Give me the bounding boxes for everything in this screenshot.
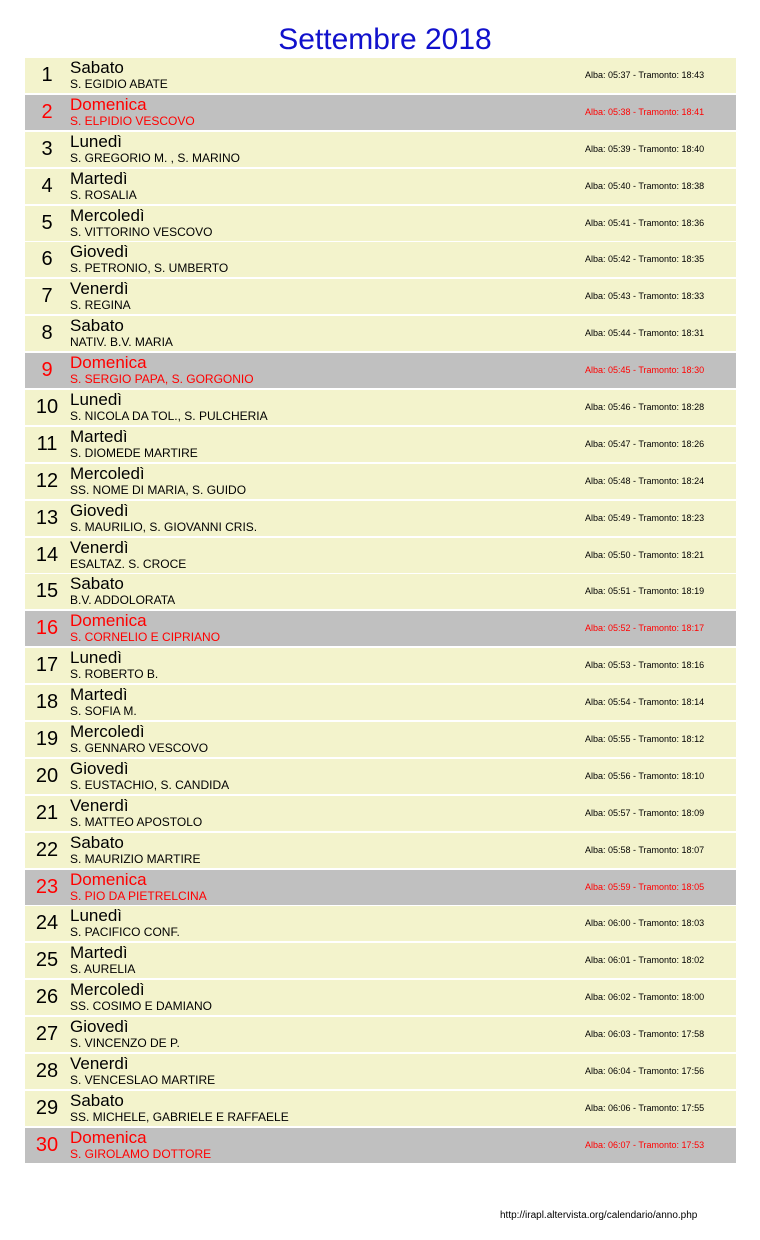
day-number: 21 [35,801,59,824]
day-name: Mercoledì [70,205,145,225]
day-name: Giovedì [70,500,129,520]
day-number: 10 [35,396,59,419]
day-name: Domenica [70,1127,147,1147]
day-number: 11 [36,432,58,455]
day-name: Martedì [70,168,128,188]
saint-name: S. MATTEO APOSTOLO [70,814,203,829]
sunrise-sunset: Alba: 05:48 - Tramonto: 18:24 [585,475,705,486]
sunrise-sunset: Alba: 05:45 - Tramonto: 18:30 [585,365,705,376]
day-name: Giovedì [70,758,129,778]
saint-name: S. PIO DA PIETRELCINA [70,888,207,903]
saint-name: S. MAURIZIO MARTIRE [70,851,201,866]
day-number: 7 [41,285,53,308]
saint-name: S. PETRONIO, S. UMBERTO [70,261,229,276]
calendar-row [25,611,736,646]
day-name: Sabato [70,58,124,77]
calendar-row [25,685,736,720]
saint-name: S. VITTORINO VESCOVO [70,224,213,239]
sunrise-sunset: Alba: 05:54 - Tramonto: 18:14 [585,697,705,708]
saint-name: NATIV. B.V. MARIA [70,335,173,350]
day-number: 13 [35,506,59,529]
calendar-table [25,58,736,1165]
calendar-row [25,206,736,241]
day-number: 18 [35,691,59,714]
saint-name: S. EUSTACHIO, S. CANDIDA [70,777,230,792]
saint-name: S. AURELIA [70,962,136,977]
day-number: 22 [35,838,59,861]
day-name: Mercoledì [70,722,145,742]
sunrise-sunset: Alba: 06:02 - Tramonto: 18:00 [585,992,705,1003]
day-name: Martedì [70,685,128,705]
day-name: Lunedì [70,906,122,926]
sunrise-sunset: Alba: 05:43 - Tramonto: 18:33 [585,291,705,302]
day-name: Giovedì [70,1017,129,1037]
saint-name: S. VINCENZO DE P. [70,1036,180,1051]
calendar-row [25,1054,736,1089]
calendar-row [25,132,736,167]
day-number: 29 [35,1096,59,1119]
sunrise-sunset: Alba: 05:56 - Tramonto: 18:10 [585,770,705,781]
day-name: Venerdì [70,1054,129,1074]
day-name: Sabato [70,316,124,336]
day-number: 5 [41,211,53,234]
day-number: 19 [35,728,59,751]
saint-name: S. MAURILIO, S. GIOVANNI CRIS. [70,519,258,534]
day-number: 26 [35,986,59,1009]
calendar-row [25,648,736,683]
sunrise-sunset: Alba: 06:04 - Tramonto: 17:56 [585,1066,705,1077]
saint-name: S. REGINA [70,298,131,313]
day-number: 8 [41,322,53,345]
day-name: Mercoledì [70,980,145,1000]
saint-name: S. PACIFICO CONF. [70,925,180,940]
day-number: 30 [35,1133,59,1156]
day-number: 16 [35,617,59,640]
calendar-row [25,95,736,130]
page-title: Settembre 2018 [278,23,492,56]
sunrise-sunset: Alba: 05:46 - Tramonto: 18:28 [585,402,705,413]
day-number: 23 [35,875,59,898]
saint-name: S. EGIDIO ABATE [70,77,168,91]
source-url: http://irapl.altervista.org/calendario/anno.php [500,1210,698,1221]
sunrise-sunset: Alba: 05:53 - Tramonto: 18:16 [585,660,705,671]
calendar-row [25,464,736,499]
day-name: Mercoledì [70,463,145,483]
day-number: 9 [41,359,53,382]
saint-name: S. GENNARO VESCOVO [70,741,209,756]
calendar-row [25,833,736,868]
day-number: 2 [41,100,53,123]
day-number: 20 [35,764,59,787]
sunrise-sunset: Alba: 06:06 - Tramonto: 17:55 [585,1102,705,1113]
calendar-row [25,906,736,941]
calendar-row [25,1017,736,1052]
saint-name: S. ELPIDIO VESCOVO [70,113,195,128]
calendar-row [25,943,736,978]
day-name: Domenica [70,94,147,114]
day-name: Lunedì [70,648,122,668]
sunrise-sunset: Alba: 05:39 - Tramonto: 18:40 [585,143,705,154]
sunrise-sunset: Alba: 05:52 - Tramonto: 18:17 [585,623,705,634]
sunrise-sunset: Alba: 06:01 - Tramonto: 18:02 [585,955,705,966]
day-number: 17 [35,654,59,677]
sunrise-sunset: Alba: 06:00 - Tramonto: 18:03 [585,918,705,929]
sunrise-sunset: Alba: 05:58 - Tramonto: 18:07 [585,844,705,855]
day-name: Sabato [70,1090,124,1110]
sunrise-sunset: Alba: 05:38 - Tramonto: 18:41 [585,106,705,117]
day-name: Martedì [70,426,128,446]
sunrise-sunset: Alba: 05:44 - Tramonto: 18:31 [585,328,705,339]
sunrise-sunset: Alba: 05:47 - Tramonto: 18:26 [585,438,705,449]
calendar-row [25,980,736,1015]
day-number: 4 [41,174,53,197]
day-number: 25 [35,949,59,972]
calendar-row [25,316,736,351]
sunrise-sunset: Alba: 06:03 - Tramonto: 17:58 [585,1029,705,1040]
sunrise-sunset: Alba: 05:50 - Tramonto: 18:21 [585,549,705,560]
saint-name: S. SOFIA M. [70,704,137,719]
day-name: Venerdì [70,537,129,557]
day-name: Sabato [70,832,124,852]
saint-name: SS. MICHELE, GABRIELE E RAFFAELE [70,1109,289,1124]
sunrise-sunset: Alba: 05:59 - Tramonto: 18:05 [585,881,705,892]
calendar-row [25,169,736,204]
saint-name: S. GIROLAMO DOTTORE [70,1146,212,1161]
calendar-row [25,501,736,536]
sunrise-sunset: Alba: 05:55 - Tramonto: 18:12 [585,734,705,745]
saint-name: S. VENCESLAO MARTIRE [70,1073,216,1088]
calendar-row [25,574,736,609]
calendar-row [25,58,736,93]
calendar-row [25,759,736,794]
calendar-row [25,796,736,831]
day-number: 27 [35,1023,59,1046]
day-name: Sabato [70,574,124,594]
day-number: 12 [35,469,59,492]
sunrise-sunset: Alba: 05:49 - Tramonto: 18:23 [585,512,705,523]
calendar-row [25,722,736,757]
sunrise-sunset: Alba: 05:51 - Tramonto: 18:19 [585,586,705,597]
saint-name: S. ROSALIA [70,187,137,202]
day-number: 3 [41,137,53,160]
day-name: Domenica [70,353,147,373]
calendar-row [25,1091,736,1126]
calendar-row [25,353,736,388]
sunrise-sunset: Alba: 06:07 - Tramonto: 17:53 [585,1139,705,1150]
saint-name: S. ROBERTO B. [70,667,159,682]
day-name: Domenica [70,869,147,889]
saint-name: SS. COSIMO E DAMIANO [70,999,213,1014]
sunrise-sunset: Alba: 05:42 - Tramonto: 18:35 [585,254,705,265]
calendar-row [25,870,736,905]
calendar-row [25,390,736,425]
saint-name: ESALTAZ. S. CROCE [70,556,187,571]
calendar-row [25,1128,736,1163]
day-number: 15 [35,580,59,603]
saint-name: S. GREGORIO M. , S. MARINO [70,150,241,165]
sunrise-sunset: Alba: 05:37 - Tramonto: 18:43 [585,70,705,80]
day-number: 1 [41,64,53,86]
day-number: 24 [35,912,59,935]
day-name: Domenica [70,611,147,631]
day-name: Venerdì [70,795,129,815]
day-name: Lunedì [70,131,122,151]
calendar-row [25,538,736,573]
sunrise-sunset: Alba: 05:41 - Tramonto: 18:36 [585,217,705,228]
day-name: Venerdì [70,279,129,299]
sunrise-sunset: Alba: 05:40 - Tramonto: 18:38 [585,180,705,191]
calendar-row [25,279,736,314]
day-number: 28 [35,1060,59,1083]
day-name: Giovedì [70,242,129,262]
saint-name: S. CORNELIO E CIPRIANO [70,630,221,645]
saint-name: S. SERGIO PAPA, S. GORGONIO [70,372,254,387]
calendar-row [25,427,736,462]
day-number: 14 [35,543,59,566]
calendar-row [25,242,736,277]
day-name: Lunedì [70,390,122,410]
day-number: 6 [41,248,53,271]
sunrise-sunset: Alba: 05:57 - Tramonto: 18:09 [585,807,705,818]
saint-name: B.V. ADDOLORATA [70,593,176,608]
saint-name: S. NICOLA DA TOL., S. PULCHERIA [70,409,268,424]
saint-name: S. DIOMEDE MARTIRE [70,445,198,460]
day-name: Martedì [70,943,128,963]
saint-name: SS. NOME DI MARIA, S. GUIDO [70,482,247,497]
